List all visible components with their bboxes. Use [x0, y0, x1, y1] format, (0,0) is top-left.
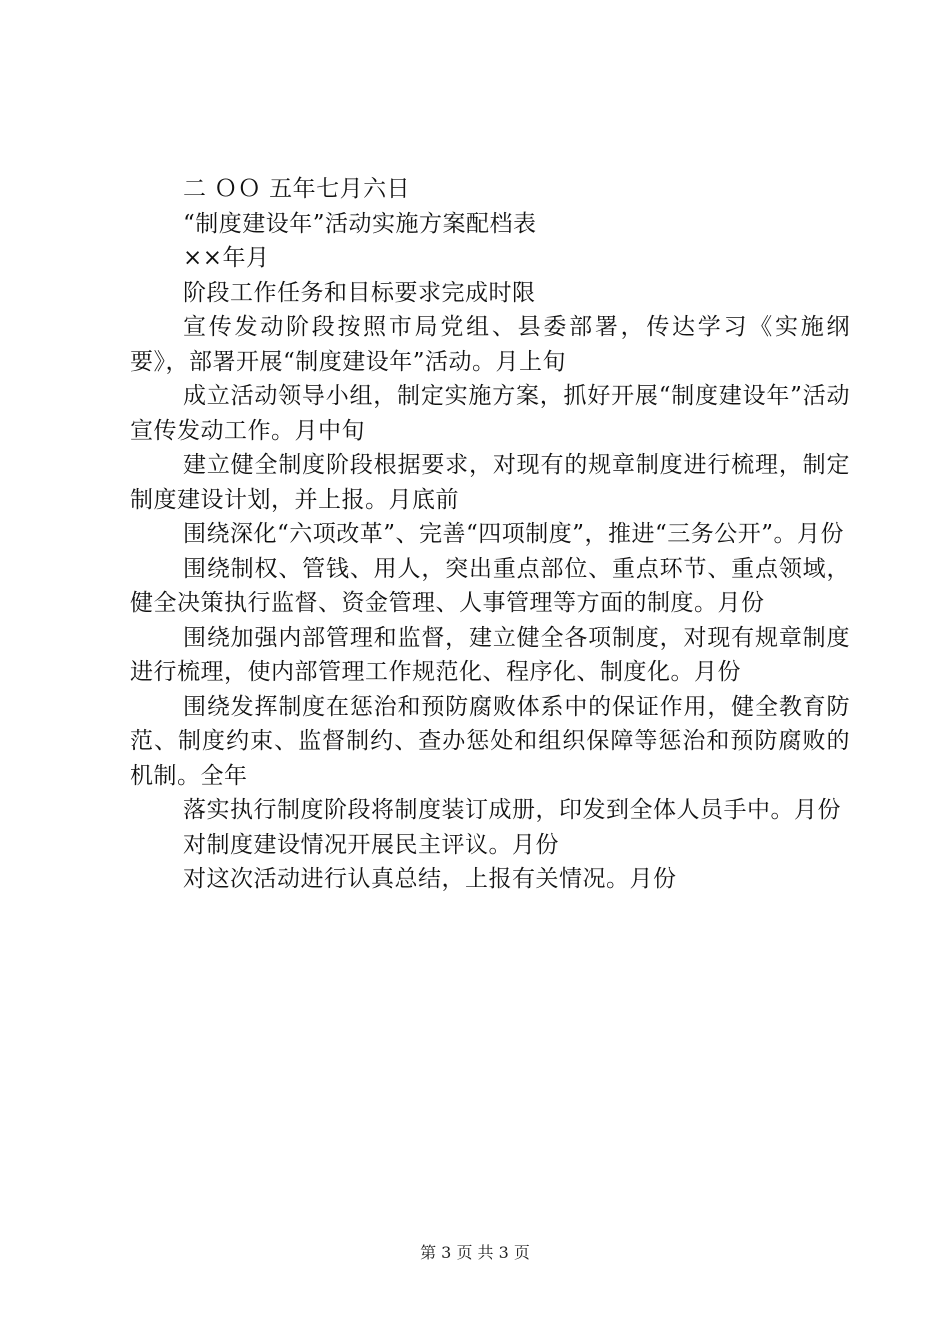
paragraph-six-reforms: 围绕深化“六项改革”、完善“四项制度”，推进“三务公开”。月份 — [183, 521, 845, 547]
paragraph-summary: 对这次活动进行认真总结，上报有关情况。月份 — [183, 866, 677, 892]
paragraph-implementation-stage: 落实执行制度阶段将制度装订成册，印发到全体人员手中。月份 — [183, 797, 841, 823]
column-header-line: 阶段工作任务和目标要求完成时限 — [183, 279, 536, 306]
paragraph-democratic-review: 对制度建设情况开展民主评议。月份 — [183, 831, 559, 858]
table-title: “制度建设年”活动实施方案配档表 — [183, 210, 537, 237]
paragraph-anti-corruption: 围绕发挥制度在惩治和预防腐败体系中的保证作用，健全教育防范、制度约束、监督制约、查办惩处和组织保障等惩治和预防腐败的机制。全年 — [130, 693, 850, 789]
paragraph-system-building-stage: 建立健全制度阶段根据要求，对现有的规章制度进行梳理，制定制度建设计划，并上报。月底前 — [130, 452, 850, 513]
paragraph-publicity-stage: 宣传发动阶段按照市局党组、县委部署，传达学习《实施纲要》，部署开展“制度建设年”活动。月上旬 — [130, 314, 850, 375]
year-month-line: ××年月 — [183, 245, 270, 271]
document-body — [130, 172, 850, 897]
paragraph-internal-management: 围绕加强内部管理和监督，建立健全各项制度，对现有规章制度进行梳理，使内部管理工作规范化、程序化、制度化。月份 — [130, 624, 850, 685]
date-line: 二 ＯＯ 五年七月六日 — [183, 176, 411, 202]
paragraph-power-money-people: 围绕制权、管钱、用人，突出重点部位、重点环节、重点领域，健全决策执行监督、资金管理、人事管理等方面的制度。月份 — [130, 555, 850, 616]
page-footer: 第 3 页 共 3 页 — [420, 1243, 530, 1262]
paragraph-leading-group: 成立活动领导小组，制定实施方案，抓好开展“制度建设年”活动宣传发动工作。月中旬 — [130, 383, 850, 444]
